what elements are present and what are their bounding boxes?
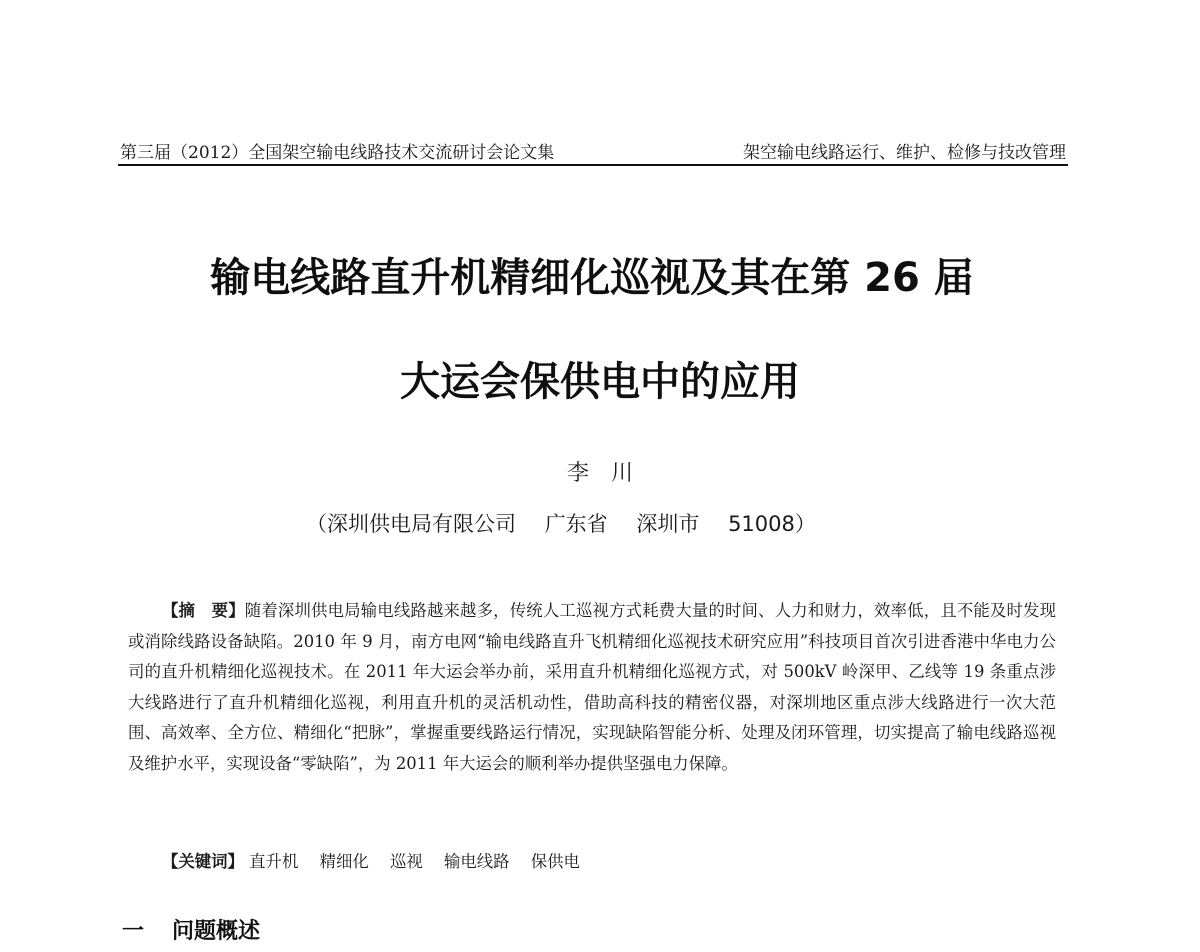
running-header-section: 架空输电线路运行、维护、检修与技改管理 bbox=[743, 143, 1066, 163]
keyword-item: 巡视 bbox=[389, 852, 423, 871]
affiliation-postcode: 51008） bbox=[728, 512, 816, 536]
keywords bbox=[162, 848, 580, 872]
paper-title-line-1: 输电线路直升机精细化巡视及其在第 26 届 bbox=[210, 255, 974, 301]
section-title: 问题概述 bbox=[172, 919, 261, 944]
running-header bbox=[120, 138, 1066, 164]
abstract-label: 【摘 要】 bbox=[162, 601, 245, 620]
keywords-label: 【关键词】 bbox=[162, 852, 244, 871]
affiliation-province: 广东省 bbox=[544, 512, 608, 536]
section-heading bbox=[122, 914, 260, 945]
keyword-item: 直升机 bbox=[249, 852, 299, 871]
keyword-item: 精细化 bbox=[319, 852, 369, 871]
paper-title-line-2: 大运会保供电中的应用 bbox=[400, 359, 800, 405]
keyword-item: 输电线路 bbox=[443, 852, 510, 871]
section-number: 一 bbox=[122, 919, 145, 944]
affiliation-city: 深圳市 bbox=[636, 512, 700, 536]
header-rule bbox=[118, 164, 1068, 166]
affiliation-organization: （深圳供电局有限公司 bbox=[306, 512, 516, 536]
abstract-text: 随着深圳供电局输电线路越来越多，传统人工巡视方式耗费大量的时间、人力和财力，效率低，且不能及时发现或消除线路设备缺陷。2010 年 9 月，南方电网“输电线路直升飞机精细化巡视技术研究应用”科技项目首次引进香港中华电力公司的直升机精细化巡视技术。在 2011 年大运会举办前，采用直升机精细化巡视方式，对 500kV 岭深甲、乙线等 19 条重点涉大线路进行了直升机精细化巡视，利用直升机的灵活机动性，借助高科技的精密仪器，对深圳地区重点涉大线路进行一次大范围、高效率、全方位、精细化“把脉”，掌握重要线路运行情况，实现缺陷智能分析、处理及闭环管理，切实提高了输电线路巡视及维护水平，实现设备“零缺陷”，为 2011 年大运会的顺利举办提供坚强电力保障。 bbox=[128, 601, 1057, 773]
keyword-item: 保供电 bbox=[530, 852, 580, 871]
running-header-proceedings: 第三届（2012）全国架空输电线路技术交流研讨会论文集 bbox=[120, 143, 555, 163]
abstract bbox=[128, 596, 1056, 779]
affiliation bbox=[306, 508, 816, 538]
author-name: 李川 bbox=[566, 461, 655, 486]
